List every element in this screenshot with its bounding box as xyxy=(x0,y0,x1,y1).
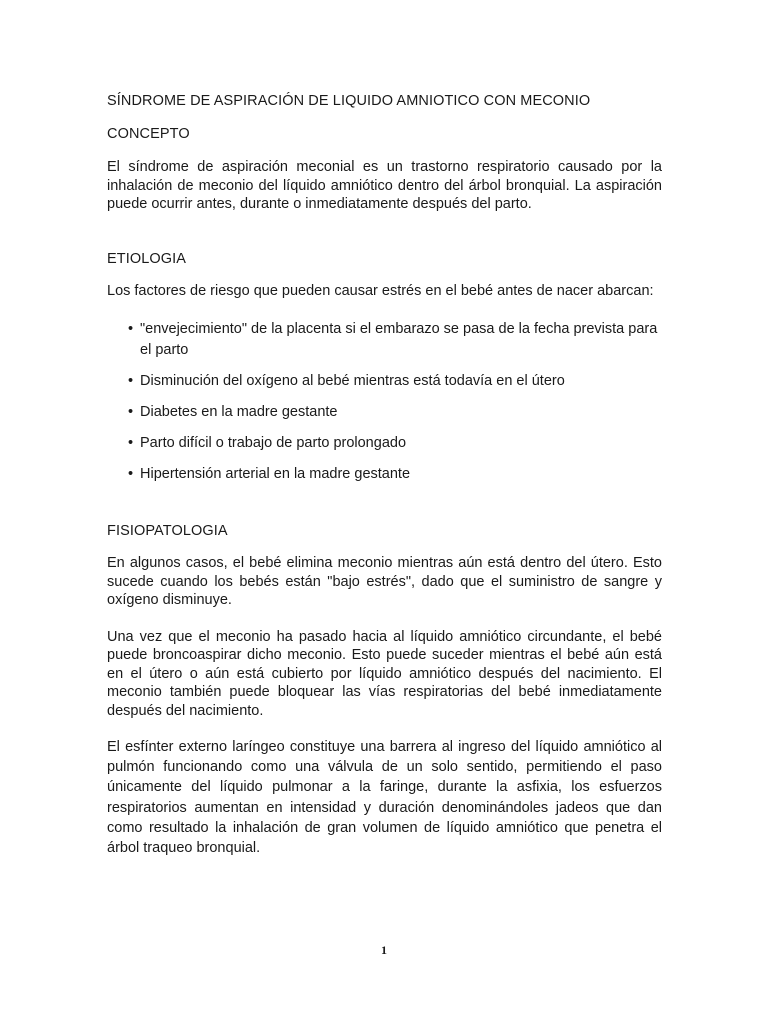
fisiopatologia-paragraph: En algunos casos, el bebé elimina meconio mientras aún está dentro del útero. Esto sucede cuando los bebés están "bajo estrés", dado que el suministro de sangre y oxígeno disminuye. xyxy=(107,555,662,608)
page-number: 1 xyxy=(381,943,387,957)
list-item-text: Diabetes en la madre gestante xyxy=(140,403,338,420)
list-item-text: Disminución del oxígeno al bebé mientras está todavía en el útero xyxy=(140,372,565,389)
fisiopatologia-paragraph: Una vez que el meconio ha pasado hacia al líquido amniótico circundante, el bebé puede broncoaspirar dicho meconio. Esto puede suceder mientras el bebé aún está en el útero o aún está cubierto por líquido amniótico después del nacimiento. El meconio también puede bloquear las vías respiratorias del bebé inmediatamente después del nacimiento. xyxy=(107,628,662,719)
list-item xyxy=(107,319,662,360)
list-item-text: Parto difícil o trabajo de parto prolongado xyxy=(140,434,407,451)
list-item xyxy=(107,433,662,454)
bullet-icon: • xyxy=(128,372,134,389)
list-item xyxy=(107,464,662,485)
list-item-text: "envejecimiento" de la placenta si el embarazo se pasa de la fecha prevista para el parto xyxy=(140,321,658,358)
list-item xyxy=(107,402,662,423)
section-heading-etiologia: ETIOLOGIA xyxy=(107,250,187,267)
list-item xyxy=(107,371,662,392)
concepto-paragraph: El síndrome de aspiración meconial es un trastorno respiratorio causado por la inhalación de meconio del líquido amniótico dentro del árbol bronquial. La aspiración puede ocurrir antes, durante o inmediatamente después del parto. xyxy=(107,159,662,212)
risk-factor-list xyxy=(107,319,662,484)
fisiopatologia-paragraph: El esfínter externo laríngeo constituye una barrera al ingreso del líquido amniótico al pulmón funcionando como una válvula de un solo sentido, permitiendo el paso únicamente del líquido pulmonar a la faringe, durante la asfixia, los esfuerzos respiratorios aumentan en intensidad y duración denominándoles jadeos que dan como resultado la inhalación de gran volumen de líquido amniótico que penetra el árbol traqueo bronquial. xyxy=(107,739,662,857)
list-item-text: Hipertensión arterial en la madre gestante xyxy=(140,465,411,482)
bullet-icon: • xyxy=(128,434,134,451)
bullet-icon: • xyxy=(128,465,134,482)
section-heading-fisiopatologia: FISIOPATOLOGIA xyxy=(107,523,228,539)
section-heading-concepto: CONCEPTO xyxy=(107,126,190,142)
bullet-icon: • xyxy=(128,321,134,337)
page-content xyxy=(107,91,662,858)
bullet-icon: • xyxy=(128,403,134,420)
etiologia-intro-paragraph: Los factores de riesgo que pueden causar estrés en el bebé antes de nacer abarcan: xyxy=(107,282,654,299)
document-title: SÍNDROME DE ASPIRACIÓN DE LIQUIDO AMNIOTICO CON MECONIO xyxy=(107,93,591,109)
